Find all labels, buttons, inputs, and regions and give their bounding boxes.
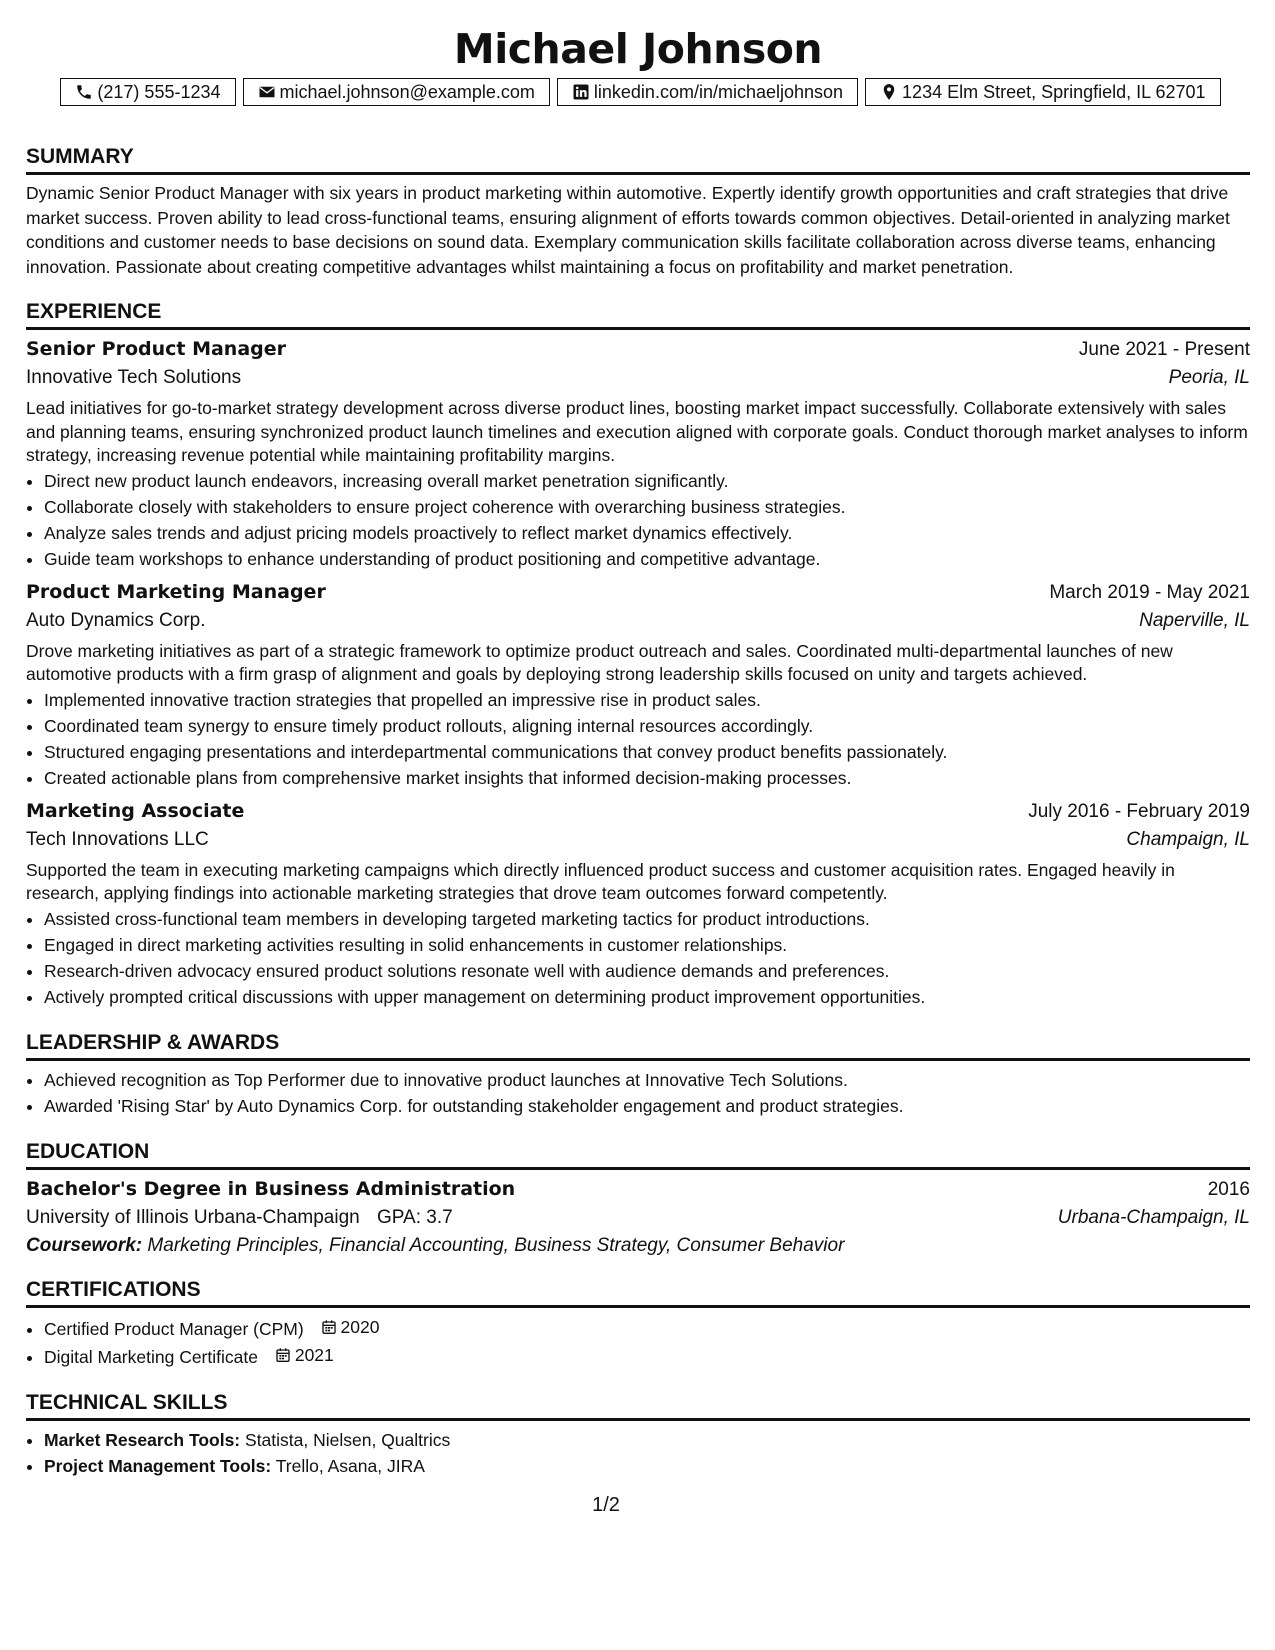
job-date: June 2021 - Present bbox=[1078, 339, 1250, 360]
address-text: 1234 Elm Street, Springfield, IL 62701 bbox=[902, 81, 1206, 102]
school-name: University of Illinois Urbana-Champaign bbox=[26, 1206, 360, 1228]
job-company: Innovative Tech Solutions bbox=[26, 367, 242, 388]
certifications-list bbox=[26, 1314, 1250, 1370]
skill-label: Project Management Tools: bbox=[44, 1455, 272, 1476]
coursework-list: Marketing Principles, Financial Accounting, Business Strategy, Consumer Behavior bbox=[147, 1234, 845, 1256]
list-item: • Created actionable plans from comprehensive market insights that informed decision-making processes. bbox=[44, 765, 1250, 791]
list-item: • Achieved recognition as Top Performer due to innovative product launches at Innovative Tech Solutions. bbox=[44, 1067, 1250, 1093]
list-item: • Structured engaging presentations and interdepartmental communications that convey product benefits passionately. bbox=[44, 739, 1250, 765]
list-item: • Analyze sales trends and adjust pricing models proactively to reflect market dynamics effectively. bbox=[44, 520, 1250, 546]
job-location: Peoria, IL bbox=[1168, 367, 1250, 388]
cert-year: 2021 bbox=[294, 1344, 334, 1365]
coursework-label: Coursework: bbox=[26, 1234, 143, 1256]
skill-value: Trello, Asana, JIRA bbox=[275, 1455, 425, 1476]
list-item bbox=[44, 1453, 1250, 1479]
candidate-name: Michael Johnson bbox=[453, 25, 823, 73]
contact-phone[interactable] bbox=[60, 78, 235, 106]
linkedin-icon bbox=[572, 83, 590, 101]
contact-address[interactable] bbox=[865, 78, 1221, 106]
calendar-icon bbox=[275, 1347, 291, 1363]
map-pin-icon bbox=[880, 83, 898, 101]
cert-name: Digital Marketing Certificate bbox=[44, 1346, 258, 1367]
linkedin-text: linkedin.com/in/michaeljohnson bbox=[593, 81, 844, 102]
skill-label: Market Research Tools: bbox=[44, 1429, 241, 1450]
degree-title: Bachelor's Degree in Business Administration bbox=[26, 1177, 516, 1200]
list-item: • Research-driven advocacy ensured product solutions resonate well with audience demands and preferences. bbox=[44, 958, 1250, 984]
page-number: 1/2 bbox=[592, 1494, 620, 1516]
contact-linkedin[interactable] bbox=[557, 78, 858, 106]
job-date: July 2016 - February 2019 bbox=[1028, 800, 1250, 822]
school-location: Urbana-Champaign, IL bbox=[1057, 1206, 1250, 1228]
leadership-list bbox=[26, 1067, 1250, 1119]
job-description: Supported the team in executing marketing campaigns which directly influenced product success and customer acquisition rates. Engaged heavily in research, applying findings into actionable marketing strategies that drove team outcomes forward competently. bbox=[26, 859, 1175, 903]
job-bullets bbox=[26, 468, 1250, 572]
list-item: • Implemented innovative traction strategies that propelled an impressive rise in product sales. bbox=[44, 687, 1250, 713]
coursework bbox=[26, 1235, 1250, 1257]
job-date: March 2019 - May 2021 bbox=[1049, 581, 1250, 603]
job-description: Drove marketing initiatives as part of a strategic framework to optimize product outreach and sales. Coordinated multi-departmental launches of new automotive products with a firm grasp of alignment and goals by deploying strong leadership skills focused on unity and targets achieved. bbox=[26, 640, 1173, 684]
gpa: GPA: 3.7 bbox=[376, 1206, 453, 1228]
job-location: Naperville, IL bbox=[1139, 609, 1250, 631]
list-item: • Guide team workshops to enhance understanding of product positioning and competitive advantage. bbox=[44, 546, 1250, 572]
job-entry bbox=[26, 581, 1250, 791]
job-bullets bbox=[26, 906, 1250, 1010]
list-item: • Direct new product launch endeavors, increasing overall market penetration significantly. bbox=[44, 468, 1250, 494]
job-entry bbox=[26, 338, 1250, 572]
graduation-year: 2016 bbox=[1207, 1178, 1250, 1200]
job-company: Tech Innovations LLC bbox=[26, 828, 209, 850]
phone-text: (217) 555-1234 bbox=[97, 81, 221, 102]
email-text: michael.johnson@example.com bbox=[279, 81, 535, 102]
list-item: • Coordinated team synergy to ensure timely product rollouts, aligning internal resources accordingly. bbox=[44, 713, 1250, 739]
summary-text: Dynamic Senior Product Manager with six years in product marketing within automotive. Expertly identify growth opportunities and craft strategies that drive market success. Proven ability to lead cross-functional teams, ensuring alignment of efforts towards common objectives. Detail-oriented in analyzing market conditions and customer needs to base decisions on sound data. Exemplary communication skills facilitate collaboration across diverse teams, enhancing innovation. Passionate about creating competitive advantages whilst maintaining a focus on profitability and market penetration. bbox=[26, 183, 1230, 277]
certifications-heading: CERTIFICATIONS bbox=[26, 1279, 1250, 1308]
phone-icon bbox=[75, 83, 93, 101]
skill-value: Statista, Nielsen, Qualtrics bbox=[245, 1429, 451, 1450]
job-entry bbox=[26, 800, 1250, 1010]
list-item: • Actively prompted critical discussions with upper management on determining product improvement opportunities. bbox=[44, 984, 1250, 1010]
leadership-heading: LEADERSHIP & AWARDS bbox=[26, 1032, 1250, 1061]
job-title: Product Marketing Manager bbox=[26, 580, 326, 603]
job-location: Champaign, IL bbox=[1126, 828, 1250, 850]
job-bullets bbox=[26, 687, 1250, 791]
envelope-icon bbox=[258, 83, 276, 101]
cert-name: Certified Product Manager (CPM) bbox=[44, 1318, 304, 1339]
resume-page bbox=[26, 0, 1250, 1479]
list-item bbox=[44, 1342, 1250, 1370]
experience-heading: EXPERIENCE bbox=[26, 301, 1250, 330]
education-heading: EDUCATION bbox=[26, 1141, 1250, 1170]
skills-heading: TECHNICAL SKILLS bbox=[26, 1392, 1250, 1421]
summary-heading: SUMMARY bbox=[26, 146, 1250, 175]
cert-year: 2020 bbox=[340, 1316, 380, 1337]
job-company: Auto Dynamics Corp. bbox=[26, 609, 206, 631]
calendar-icon bbox=[321, 1319, 337, 1335]
list-item: • Engaged in direct marketing activities resulting in solid enhancements in customer relationships. bbox=[44, 932, 1250, 958]
skills-list bbox=[26, 1427, 1250, 1479]
list-item: • Collaborate closely with stakeholders to ensure project coherence with overarching business strategies. bbox=[44, 494, 1250, 520]
job-title: Senior Product Manager bbox=[26, 338, 287, 360]
list-item: • Awarded 'Rising Star' by Auto Dynamics Corp. for outstanding stakeholder engagement and product strategies. bbox=[44, 1093, 1250, 1119]
list-item: • Assisted cross-functional team members in developing targeted marketing tactics for product introductions. bbox=[44, 906, 1250, 932]
list-item bbox=[44, 1427, 1250, 1453]
contact-email[interactable] bbox=[243, 78, 550, 106]
contact-bar bbox=[31, 78, 1250, 106]
job-title: Marketing Associate bbox=[26, 799, 245, 822]
list-item bbox=[44, 1314, 1250, 1342]
job-description: Lead initiatives for go-to-market strategy development across diverse product lines, boosting market impact successfully. Collaborate extensively with sales and planning teams, ensuring synchronized product launch timelines and execution aligned with corporate goals. Conduct thorough market analyses to inform strategy, increasing revenue potential while maintaining profitability margins. bbox=[26, 398, 1248, 465]
